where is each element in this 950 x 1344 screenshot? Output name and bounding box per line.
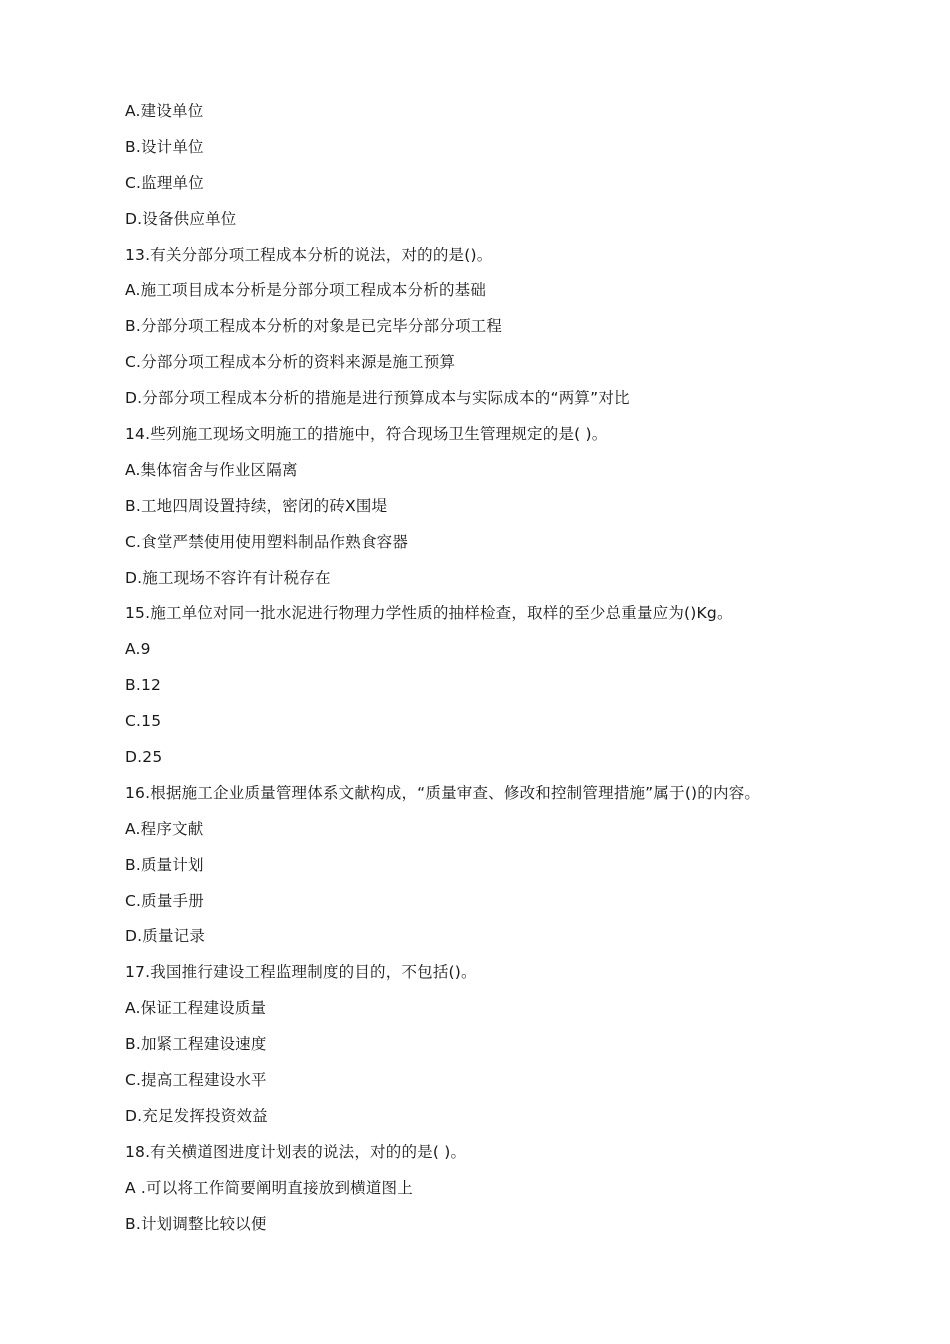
option-line: C.15 bbox=[125, 712, 162, 731]
option-line: B.计划调整比较以便 bbox=[125, 1214, 267, 1233]
option-line: A.建设单位 bbox=[125, 102, 204, 120]
question-16: 16.根据施工企业质量管理体系文献构成，“质量审查、修改和控制管理措施”属于()的内容。 bbox=[125, 783, 761, 802]
option-line: C.质量手册 bbox=[125, 891, 204, 910]
option-line: C.监理单位 bbox=[125, 173, 204, 192]
option-line: C.提高工程建设水平 bbox=[125, 1071, 267, 1090]
option-line: D.设备供应单位 bbox=[125, 209, 237, 228]
option-line: B.设计单位 bbox=[125, 137, 204, 156]
question-18: 18.有关横道图进度计划表的说法，对的的是( )。 bbox=[125, 1142, 467, 1161]
option-line: D.分部分项工程成本分析的措施是进行预算成本与实际成本的“两算”对比 bbox=[125, 389, 630, 408]
option-line: A.集体宿舍与作业区隔离 bbox=[125, 460, 298, 479]
option-line: D.施工现场不容许有计税存在 bbox=[125, 568, 331, 587]
option-line: A.保证工程建设质量 bbox=[125, 999, 267, 1018]
option-line: A.施工项目成本分析是分部分项工程成本分析的基础 bbox=[125, 281, 487, 300]
option-line: A .可以将工作简要阐明直接放到横道图上 bbox=[125, 1178, 413, 1197]
option-line: D.25 bbox=[125, 748, 163, 767]
option-line: B.工地四周设置持续，密闭的砖X围堤 bbox=[125, 496, 388, 515]
option-line: B.12 bbox=[125, 676, 162, 695]
document-body bbox=[125, 94, 845, 1243]
question-14: 14.些列施工现场文明施工的措施中，符合现场卫生管理规定的是( )。 bbox=[125, 425, 608, 444]
option-line: C.食堂严禁使用使用塑料制品作熟食容器 bbox=[125, 532, 409, 551]
question-17: 17.我国推行建设工程监理制度的目的，不包括()。 bbox=[125, 963, 477, 982]
question-13: 13.有关分部分项工程成本分析的说法，对的的是()。 bbox=[125, 245, 493, 264]
option-line: B.质量计划 bbox=[125, 855, 204, 874]
option-line: A.程序文献 bbox=[125, 819, 204, 838]
option-line: D.质量记录 bbox=[125, 927, 206, 946]
question-15: 15.施工单位对同一批水泥进行物理力学性质的抽样检查，取样的至少总重量应为()Kg。 bbox=[125, 604, 733, 623]
option-line: C.分部分项工程成本分析的资料来源是施工预算 bbox=[125, 353, 456, 372]
option-line: D.充足发挥投资效益 bbox=[125, 1106, 268, 1125]
option-line: B.分部分项工程成本分析的对象是已完毕分部分项工程 bbox=[125, 317, 503, 336]
option-line: A.9 bbox=[125, 640, 151, 659]
option-line: B.加紧工程建设速度 bbox=[125, 1035, 267, 1054]
